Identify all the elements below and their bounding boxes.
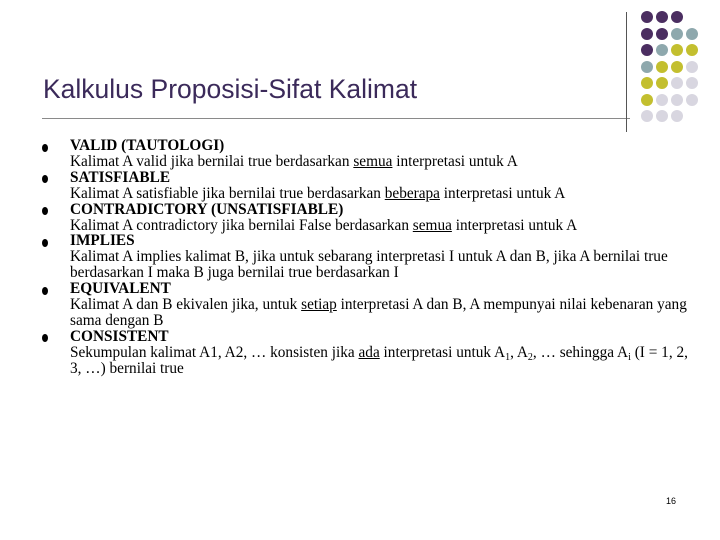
decorative-dot: [641, 44, 653, 56]
decorative-dot: [671, 44, 683, 56]
item-description: Kalimat A valid jika bernilai true berdasarkan semua interpretasi untuk A: [70, 152, 518, 170]
title-divider: [42, 118, 630, 119]
page-number: 16: [666, 496, 677, 506]
decorative-dot: [686, 44, 698, 56]
item-heading: SATISFIABLE: [70, 168, 171, 186]
decorative-dot: [656, 44, 668, 56]
item-description: Kalimat A satisfiable jika bernilai true berdasarkan beberapa interpretasi untuk A: [70, 184, 566, 202]
bullet-icon: [42, 207, 48, 215]
decorative-dot: [671, 11, 683, 23]
decorative-dot-grid: [641, 11, 720, 151]
decorative-dot: [656, 77, 668, 89]
item-heading: CONSISTENT: [70, 327, 169, 345]
decorative-dot: [641, 28, 653, 40]
decorative-dot: [671, 110, 683, 122]
item-description: Kalimat A contradictory jika bernilai False berdasarkan semua interpretasi untuk A: [70, 216, 578, 234]
item-heading: CONTRADICTORY (UNSATISFIABLE): [70, 200, 344, 218]
decorative-dot: [656, 61, 668, 73]
list-item: [42, 138, 702, 170]
list-item: [42, 233, 702, 281]
bullet-icon: [42, 239, 48, 247]
item-heading: EQUIVALENT: [70, 280, 171, 298]
item-heading: VALID (TAUTOLOGI): [70, 137, 225, 154]
decorative-vertical-line: [626, 12, 627, 132]
list-item: [42, 281, 702, 329]
decorative-dot: [656, 11, 668, 23]
property-list: [42, 138, 702, 377]
decorative-dot: [641, 11, 653, 23]
bullet-icon: [42, 144, 48, 152]
decorative-dot: [641, 77, 653, 89]
bullet-icon: [42, 334, 48, 342]
decorative-dot: [671, 28, 683, 40]
list-item: [42, 329, 702, 377]
decorative-dot: [641, 110, 653, 122]
slide-title: Kalkulus Proposisi-Sifat Kalimat: [43, 74, 418, 104]
decorative-dot: [656, 110, 668, 122]
decorative-dot: [641, 94, 653, 106]
bullet-icon: [42, 175, 48, 183]
item-description: Sekumpulan kalimat A1, A2, … konsisten jika ada interpretasi untuk $A_1$, $A_2$, … sehingga $A_i$ (I = 1, 2, 3, …) bernilai true: [70, 343, 688, 377]
decorative-dot: [671, 61, 683, 73]
decorative-dot: [641, 61, 653, 73]
decorative-dot: [686, 94, 698, 106]
item-description: Kalimat A dan B ekivalen jika, untuk setiap interpretasi A dan B, A mempunyai nilai kebenaran yang sama dengan B: [70, 296, 687, 329]
decorative-dot: [656, 94, 668, 106]
decorative-dot: [671, 77, 683, 89]
list-item: [42, 170, 702, 202]
decorative-dot: [686, 28, 698, 40]
decorative-dot: [686, 77, 698, 89]
bullet-icon: [42, 287, 48, 295]
item-description: Kalimat A implies kalimat B, jika untuk sebarang interpretasi I untuk A dan B, jika A bernilai true berdasarkan I maka B juga bernilai true berdasarkan I: [70, 248, 668, 282]
list-item: [42, 202, 702, 234]
item-heading: IMPLIES: [70, 232, 135, 250]
decorative-dot: [671, 94, 683, 106]
decorative-dot: [686, 61, 698, 73]
decorative-dot: [656, 28, 668, 40]
